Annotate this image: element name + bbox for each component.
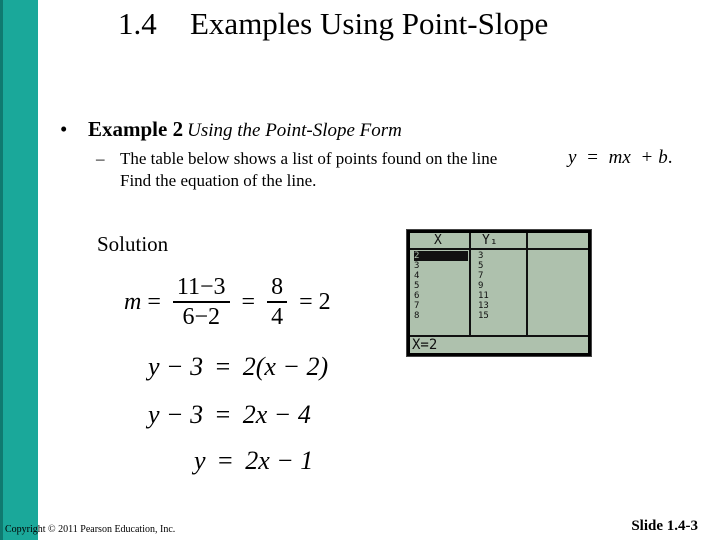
equation-step-1: [148, 352, 328, 382]
step-2-equals: =: [215, 400, 231, 429]
y-value: 7: [478, 271, 484, 281]
dash-marker: –: [96, 149, 105, 168]
column-divider-1: [469, 233, 471, 335]
eq-period: .: [667, 147, 673, 168]
example-bullet: [60, 117, 402, 142]
eq-equals: =: [587, 147, 598, 168]
step-1-lhs: y − 3: [148, 352, 204, 381]
eq-b: b: [658, 147, 668, 168]
fraction-2-denominator: 4: [271, 303, 284, 330]
example-label: Example 2: [88, 117, 184, 141]
calculator-header: [410, 233, 588, 250]
y-column: [478, 251, 524, 321]
left-sidebar-band: [0, 0, 38, 540]
bullet-marker: •: [60, 117, 68, 141]
calculator-table-screenshot: [406, 229, 592, 357]
solution-label: Solution: [97, 232, 169, 256]
slope-equals-1: =: [147, 288, 161, 315]
y-value: 15: [478, 311, 489, 321]
slope-m: m: [124, 288, 142, 315]
eq-plus: +: [641, 147, 653, 168]
fraction-2-numerator: 8: [271, 274, 284, 301]
x-value: 4: [414, 271, 420, 281]
step-2-rhs: 2x − 4: [242, 400, 311, 429]
step-3-rhs: 2x − 1: [245, 446, 314, 475]
calculator-status: X=2: [410, 335, 588, 353]
x-value: 3: [414, 261, 420, 271]
eq-mx: mx: [608, 147, 631, 168]
y-value: 13: [478, 301, 489, 311]
task-line-2: Find the equation of the line.: [120, 171, 317, 190]
title-text: Examples Using Point-Slope: [190, 6, 549, 41]
fraction-1-denominator: 6−2: [182, 303, 220, 330]
x-value: 8: [414, 311, 420, 321]
header-x: X: [434, 233, 442, 248]
x-column: [414, 251, 468, 321]
step-1-rhs: 2(x − 2): [242, 352, 329, 381]
step-1-equals: =: [215, 352, 231, 381]
step-3-lhs: y: [194, 446, 206, 475]
x-value: 6: [414, 291, 420, 301]
copyright-footer: Copyright © 2011 Pearson Education, Inc.: [5, 524, 176, 535]
y-value: 3: [478, 251, 484, 261]
step-2-lhs: y − 3: [148, 400, 204, 429]
slope-calculation: [124, 272, 331, 332]
slide-content: [5, 0, 720, 540]
y-value: 9: [478, 281, 484, 291]
line-equation: [568, 147, 673, 169]
x-value: 7: [414, 301, 420, 311]
task-text: [96, 148, 497, 192]
slope-result: 2: [318, 288, 331, 315]
slope-fraction-1: [173, 273, 230, 331]
fraction-1-numerator: 11−3: [176, 274, 226, 301]
calculator-screen: [410, 233, 588, 353]
slope-fraction-2: [267, 273, 287, 331]
task-line-1: The table below shows a list of points found on the line: [120, 149, 498, 168]
slope-equals-3: =: [299, 288, 313, 315]
equation-step-2: [148, 400, 311, 430]
step-3-equals: =: [218, 446, 233, 475]
column-divider-2: [526, 233, 528, 335]
eq-y: y: [568, 147, 577, 168]
x-value: 2: [414, 251, 468, 261]
equation-step-3: [194, 446, 313, 476]
title-number: 1.4: [118, 6, 157, 41]
header-y1: Y₁: [482, 233, 498, 248]
y-value: 11: [478, 291, 489, 301]
example-subtitle: Using the Point-Slope Form: [187, 120, 402, 141]
slide-number: Slide 1.4-3: [631, 518, 698, 534]
slope-equals-2: =: [241, 288, 256, 315]
sidebar-edge: [0, 0, 3, 540]
x-value: 5: [414, 281, 420, 291]
y-value: 5: [478, 261, 484, 271]
slide-title: [118, 6, 548, 42]
